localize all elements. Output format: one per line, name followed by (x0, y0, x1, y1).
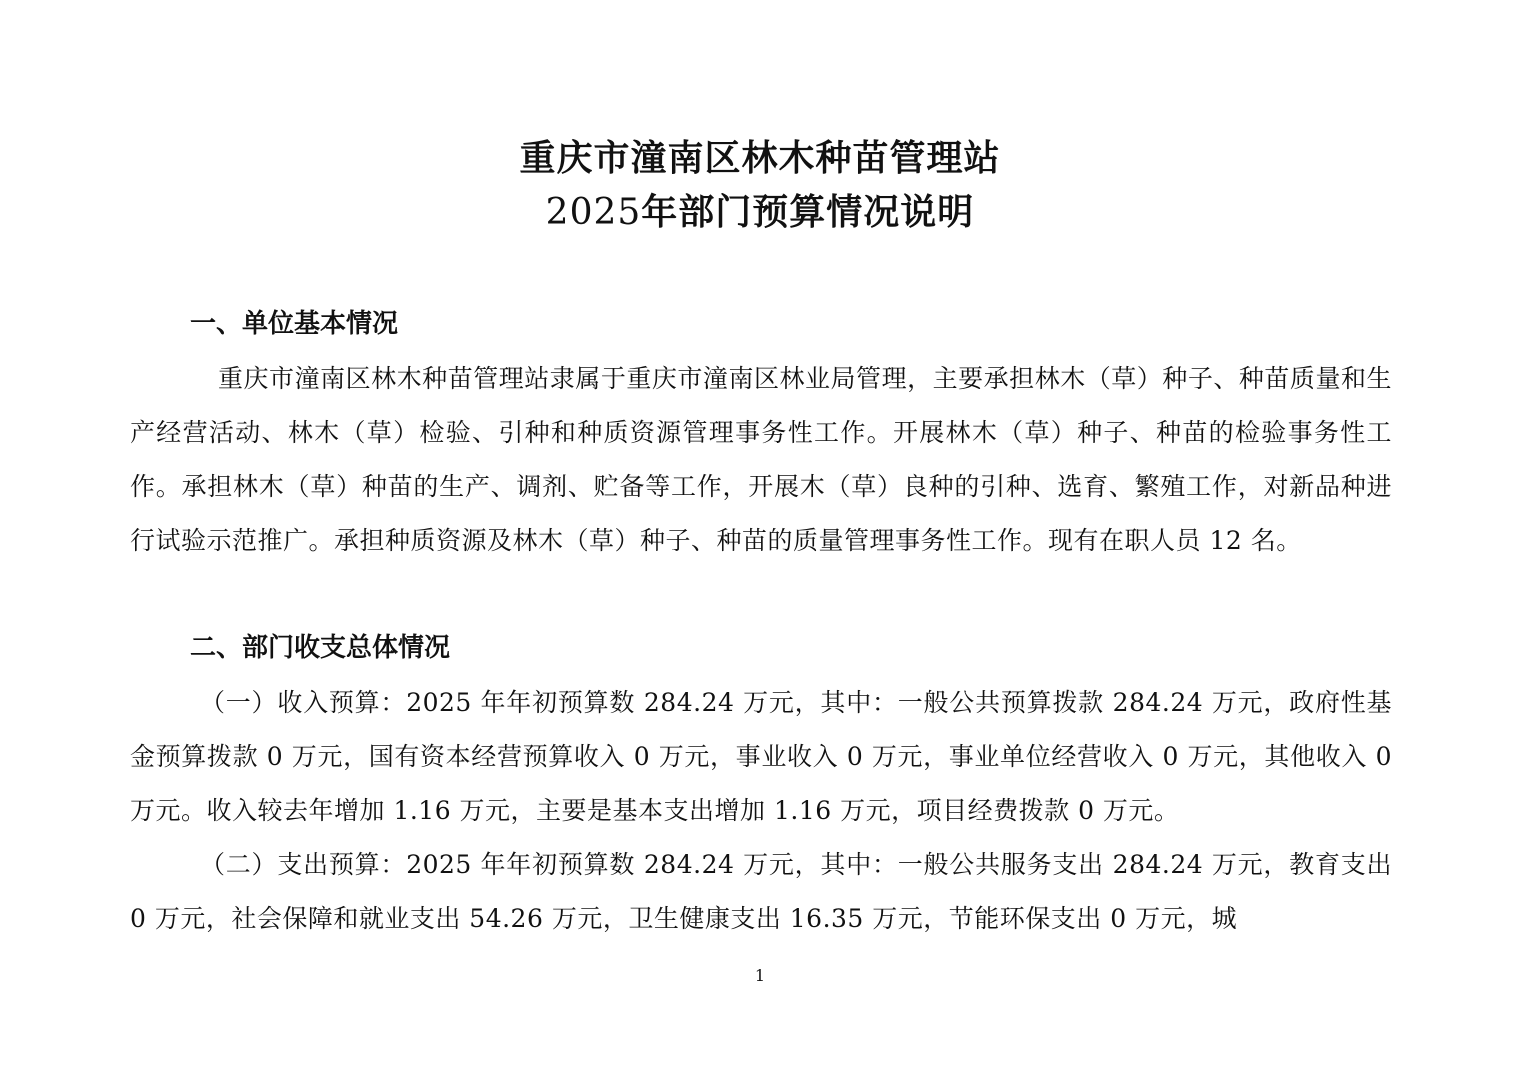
expense-budget-paragraph: （二）支出预算：2025 年年初预算数 284.24 万元，其中：一般公共服务支出 284.24 万元，教育支出 0 万元，社会保障和就业支出 54.26 万元，卫生健康支出 16.35 万元，节能环保支出 0 万元，城 (130, 850, 1392, 933)
title-line2-text: 年部门预算情况说明 (641, 191, 975, 233)
title-year: 2025 (545, 192, 642, 233)
section-heading-budget-overview: 二、部门收支总体情况 (190, 633, 451, 663)
page-number: 1 (754, 966, 766, 985)
section-heading-basic-info: 一、单位基本情况 (190, 309, 399, 339)
basic-info-paragraph: 重庆市潼南区林木种苗管理站隶属于重庆市潼南区林业局管理，主要承担林木（草）种子、种苗质量和生产经营活动、林木（草）检验、引种和种质资源管理事务性工作。开展林木（草）种子、种苗的检验事务性工作。承担林木（草）种苗的生产、调剂、贮备等工作，开展木（草）良种的引种、选育、繁殖工作，对新品种进行试验示范推广。承担种质资源及林木（草）种子、种苗的质量管理事务性工作。现有在职人员 12 名。 (130, 364, 1392, 555)
income-budget-paragraph: （一）收入预算：2025 年年初预算数 284.24 万元，其中：一般公共预算拨款 284.24 万元，政府性基金预算拨款 0 万元，国有资本经营预算收入 0 万元，事业收入 0 万元，事业单位经营收入 0 万元，其他收入 0 万元。收入较去年增加 1.16 万元，主要是基本支出增加 1.16 万元，项目经费拨款 0 万元。 (130, 688, 1392, 825)
document-title-line1: 重庆市潼南区林木种苗管理站 (519, 137, 1001, 179)
document-title-line2 (0, 186, 1520, 239)
